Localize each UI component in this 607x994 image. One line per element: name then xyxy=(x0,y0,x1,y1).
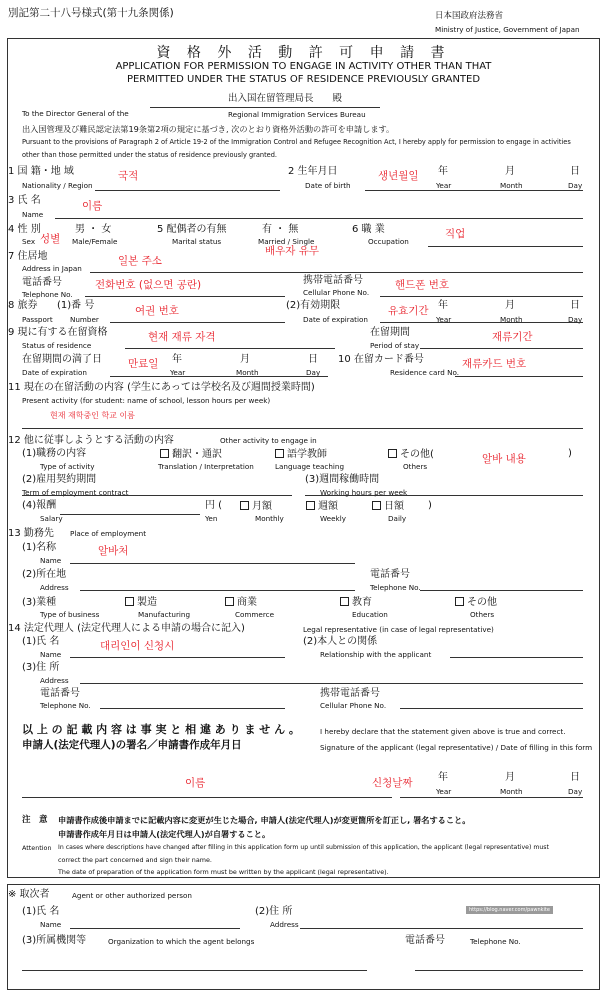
period-label-en: Period of stay xyxy=(370,341,420,350)
addressee-ja: 出入国在留管理局長 殿 xyxy=(228,93,343,104)
bureau-line xyxy=(150,107,380,108)
decl-month-label: 月 xyxy=(505,772,515,783)
status-label-en: Status of residence xyxy=(22,341,92,350)
birth-year-label: 年 xyxy=(438,166,448,177)
relationship-label: (2)本人との関係 xyxy=(303,636,378,647)
address-label-en: Address in Japan xyxy=(22,264,82,273)
expiration-label-en: Date of expiration xyxy=(22,368,87,377)
agent-title: ※ 取次者 xyxy=(8,889,50,900)
signature-input[interactable] xyxy=(22,797,392,798)
others-label-en: Others xyxy=(403,462,428,471)
addressee-en-right: Regional Immigration Services Bureau xyxy=(228,110,366,119)
employer-tel-input[interactable] xyxy=(420,590,583,591)
agent-address-label-en: Address xyxy=(270,920,299,929)
passport-number-label: (1)番 号 xyxy=(57,300,95,311)
translation-label-en: Translation / Interpretation xyxy=(158,462,254,471)
ministry-en: Ministry of Justice, Government of Japan xyxy=(435,25,580,34)
employer-tel-label: 電話番号 xyxy=(370,569,410,580)
monthly-checkbox[interactable]: 月額 xyxy=(240,501,272,512)
language-checkbox[interactable]: 語学教師 xyxy=(275,449,327,460)
legal-rep-tel-label-en: Telephone No. xyxy=(40,701,91,710)
card-input[interactable] xyxy=(455,376,583,377)
legal-rep-address-label-en: Address xyxy=(40,676,69,685)
working-hours-label-en: Working hours per week xyxy=(320,488,408,497)
addressee-en-left: To the Director General of the xyxy=(22,109,129,118)
education-label-en: Education xyxy=(352,610,388,619)
employer-address-label: (2)所在地 xyxy=(22,569,67,580)
employer-address-label-en: Address xyxy=(40,583,69,592)
exp-month-label: 月 xyxy=(240,354,250,365)
marital-label-en: Marital status xyxy=(172,237,222,246)
monthly-label-en: Monthly xyxy=(255,514,284,523)
occupation-note: 직업 xyxy=(445,228,466,240)
activity-input[interactable] xyxy=(22,428,583,429)
marital-options-en: Married / Single xyxy=(258,237,315,246)
birth-day-label: 日 xyxy=(570,166,580,177)
sex-label: 4 性 別 xyxy=(8,224,41,235)
employer-label: 13 勤務先 xyxy=(8,528,54,539)
language-label-en: Language teaching xyxy=(275,462,345,471)
period-label: 在留期間 xyxy=(370,327,410,338)
marital-label: 5 配偶者の有無 xyxy=(157,224,227,235)
exp-year-en: Year xyxy=(170,368,186,377)
passport-number-note: 여권 번호 xyxy=(135,305,179,317)
birthdate-note: 생년월일 xyxy=(378,170,419,182)
working-hours-label: (3)週間稼働時間 xyxy=(305,474,380,485)
declaration-en-1: I hereby declare that the statement given above is true and correct. xyxy=(320,727,566,736)
agent-address-input[interactable] xyxy=(300,928,583,929)
weekly-checkbox[interactable]: 週額 xyxy=(306,501,338,512)
agent-address-label: (2)住 所 xyxy=(255,906,293,917)
working-hours-input[interactable] xyxy=(305,495,583,496)
yen-label: 円 ( xyxy=(205,500,223,511)
telephone-label-en: Telephone No. xyxy=(22,290,73,299)
telephone-note: 전화번호 (없으면 공란) xyxy=(95,279,202,291)
cellphone-label: 携帯電話番号 xyxy=(303,275,363,286)
exp-day-en: Day xyxy=(306,368,321,377)
legal-rep-cell-label-en: Cellular Phone No. xyxy=(320,701,387,710)
contract-term-label: (2)雇用契約期間 xyxy=(22,474,97,485)
ministry-ja: 日本国政府法務省 xyxy=(435,11,504,21)
salary-label: (4)報酬 xyxy=(22,500,57,511)
legal-rep-cell-label: 携帯電話番号 xyxy=(320,688,380,699)
card-label: 10 在留カード番号 xyxy=(338,354,424,365)
weekly-label-en: Weekly xyxy=(320,514,346,523)
salary-close-paren: ) xyxy=(428,500,432,511)
commerce-checkbox[interactable]: 商業 xyxy=(225,597,257,608)
card-label-en: Residence card No. xyxy=(390,368,459,377)
agent-name-input[interactable] xyxy=(70,928,240,929)
legal-rep-name-label-en: Name xyxy=(40,650,62,659)
birth-day-en: Day xyxy=(568,181,583,190)
others-checkbox[interactable]: その他( xyxy=(388,449,434,460)
salary-input[interactable] xyxy=(60,514,200,515)
nationality-note: 국적 xyxy=(118,170,139,182)
intro-en-1: Pursuant to the provisions of Paragraph 2 of Article 19-2 of the Immigration Control and Refugee Recognition Act, I hereby apply for permission to engage in activities xyxy=(22,138,571,146)
nationality-input[interactable] xyxy=(95,190,280,191)
name-label-en: Name xyxy=(22,210,44,219)
employer-name-label-en: Name xyxy=(40,556,62,565)
status-label: 9 現に有する在留資格 xyxy=(8,327,108,338)
education-checkbox[interactable]: 教育 xyxy=(340,597,372,608)
business-type-label: (3)業種 xyxy=(22,597,57,608)
exp-year-label: 年 xyxy=(172,354,182,365)
cellphone-note: 핸드폰 번호 xyxy=(395,279,450,291)
agent-org-label-en: Organization to which the agent belongs xyxy=(108,937,255,946)
manufacturing-label-en: Manufacturing xyxy=(138,610,191,619)
nationality-label: 1 国 籍・地 域 xyxy=(8,166,74,177)
expiration-input[interactable] xyxy=(110,376,328,377)
legal-rep-name-input[interactable] xyxy=(70,657,285,658)
other-activity-label-en: Other activity to engage in xyxy=(220,436,317,445)
yen-label-en: Yen xyxy=(205,514,218,523)
address-label: 7 住居地 xyxy=(8,251,48,262)
agent-org-label: (3)所属機関等 xyxy=(22,935,87,946)
passport-label: 8 旅券 xyxy=(8,300,38,311)
activity-type-label-en: Type of activity xyxy=(40,462,95,471)
address-input[interactable] xyxy=(90,272,583,273)
employer-name-note: 알바처 xyxy=(98,545,129,557)
card-note: 재류카드 번호 xyxy=(462,358,527,370)
attention-label-en: Attention xyxy=(22,844,52,852)
activity-label-en: Present activity (for student: name of school, lesson hours per week) xyxy=(22,396,271,405)
sex-options-en: Male/Female xyxy=(72,237,118,246)
business-others-label-en: Others xyxy=(470,610,495,619)
birthdate-label: 2 生年月日 xyxy=(288,166,338,177)
relationship-input[interactable] xyxy=(450,657,583,658)
birthdate-label-en: Date of birth xyxy=(305,181,351,190)
occupation-label-en: Occupation xyxy=(368,237,409,246)
name-note: 이름 xyxy=(82,200,103,212)
form-number: 別記第二十八号様式(第十九条関係) xyxy=(8,7,174,19)
legal-rep-tel-label: 電話番号 xyxy=(40,688,80,699)
intro-en-2: other than those permitted under the status of residence previously granted. xyxy=(22,151,278,159)
legal-rep-name-note: 대리인이 신청시 xyxy=(100,640,175,652)
intro-ja: 出入国管理及び難民認定法第19条第2項の規定に基づき, 次のとおり資格外活動の許可を申請します。 xyxy=(22,124,395,134)
commerce-label-en: Commerce xyxy=(235,610,275,619)
others-close-paren: ) xyxy=(568,448,572,459)
legal-rep-tel-input[interactable] xyxy=(100,708,285,709)
pp-day-label: 日 xyxy=(570,300,580,311)
decl-month-en: Month xyxy=(500,787,523,796)
manufacturing-checkbox[interactable]: 製造 xyxy=(125,597,157,608)
declaration-ja-1: 以 上 の 記 載 内 容 は 事 実 と 相 違 あ り ま せ ん 。 xyxy=(22,723,300,736)
exp-month-en: Month xyxy=(236,368,259,377)
employer-name-label: (1)名称 xyxy=(22,542,57,553)
pp-month-label: 月 xyxy=(505,300,515,311)
decl-year-label: 年 xyxy=(438,772,448,783)
date-input[interactable] xyxy=(400,797,583,798)
agent-name-label: (1)氏 名 xyxy=(22,906,60,917)
passport-expiry-label: (2)有効期限 xyxy=(286,300,341,311)
legal-rep-label: 14 法定代理人 (法定代理人による申請の場合に記入) xyxy=(8,623,245,634)
agent-tel-label: 電話番号 xyxy=(405,935,445,946)
passport-expiry-input[interactable] xyxy=(380,322,583,323)
activity-note: 현재 재학중인 학교 이름 xyxy=(50,411,135,420)
cellphone-input[interactable] xyxy=(380,296,583,297)
activity-type-label: (1)職務の内容 xyxy=(22,448,87,459)
business-others-checkbox[interactable]: その他 xyxy=(455,597,497,608)
pp-year-en: Year xyxy=(436,315,452,324)
activity-type-note: 알바 내용 xyxy=(482,453,526,465)
form-title-en-2: PERMITTED UNDER THE STATUS OF RESIDENCE PREVIOUSLY GRANTED xyxy=(126,74,481,85)
address-note: 일본 주소 xyxy=(118,255,162,267)
name-input[interactable] xyxy=(55,218,583,219)
pp-day-en: Day xyxy=(568,315,583,324)
decl-year-en: Year xyxy=(436,787,452,796)
period-note: 재류기간 xyxy=(492,331,533,343)
agent-title-en: Agent or other authorized person xyxy=(72,891,192,900)
agent-org-input[interactable] xyxy=(22,970,367,971)
legal-rep-address-label: (3)住 所 xyxy=(22,662,60,673)
name-label: 3 氏 名 xyxy=(8,195,41,206)
agent-name-label-en: Name xyxy=(40,920,62,929)
agent-tel-label-en: Telephone No. xyxy=(470,937,521,946)
passport-number-label-en: Number xyxy=(70,315,99,324)
birth-month-label: 月 xyxy=(505,166,515,177)
contract-term-input[interactable] xyxy=(22,495,292,496)
sex-note: 성별 xyxy=(40,233,61,245)
declaration-ja-2: 申請人(法定代理人)の署名／申請書作成年月日 xyxy=(22,739,242,751)
legal-rep-name-label: (1)氏 名 xyxy=(22,636,60,647)
telephone-label: 電話番号 xyxy=(22,277,62,288)
salary-label-en: Salary xyxy=(40,514,63,523)
date-note: 신청날짜 xyxy=(372,777,413,789)
passport-label-en: Passport xyxy=(22,315,53,324)
birthdate-input[interactable] xyxy=(365,190,583,191)
status-note: 현재 재류 자격 xyxy=(148,331,216,343)
agent-tel-input[interactable] xyxy=(415,970,583,971)
pp-year-label: 年 xyxy=(438,300,448,311)
form-title-ja: 資 格 外 活 動 許 可 申 請 書 xyxy=(156,45,451,61)
attention-ja-1: 申請書作成後申請までに記載内容に変更が生じた場合, 申請人(法定代理人)が変更箇所を訂正し, 署名すること。 xyxy=(58,815,471,825)
legal-rep-label-en: Legal representative (in case of legal representative) xyxy=(303,625,494,634)
other-activity-label: 12 他に従事しようとする活動の内容 xyxy=(8,435,174,446)
employer-label-en: Place of employment xyxy=(70,529,147,538)
legal-rep-cell-input[interactable] xyxy=(400,708,583,709)
marital-options[interactable]: 有 ・ 無 xyxy=(262,224,299,235)
daily-checkbox[interactable]: 日額 xyxy=(372,501,404,512)
relationship-label-en: Relationship with the applicant xyxy=(320,650,432,659)
decl-day-en: Day xyxy=(568,787,583,796)
cellphone-label-en: Cellular Phone No. xyxy=(303,288,370,297)
business-type-label-en: Type of business xyxy=(40,610,100,619)
passport-expiry-label-en: Date of expiration xyxy=(303,315,368,324)
legal-rep-address-input[interactable] xyxy=(80,683,583,684)
telephone-input[interactable] xyxy=(85,296,285,297)
occupation-label: 6 職 業 xyxy=(352,224,385,235)
attention-en-1: In cases where descriptions have changed after filling in this application form up until submission of this application, the applicant (legal representative) must xyxy=(58,844,549,851)
employer-address-input[interactable] xyxy=(80,590,355,591)
daily-label-en: Daily xyxy=(388,514,407,523)
employer-tel-label-en: Telephone No. xyxy=(370,583,421,592)
declaration-en-2: Signature of the applicant (legal representative) / Date of filling in this form xyxy=(320,743,593,752)
sex-label-en: Sex xyxy=(22,237,36,246)
attention-ja-2: 申請書作成年月日は申請人(法定代理人)が自署すること。 xyxy=(58,829,271,839)
signature-note: 이름 xyxy=(185,777,206,789)
passport-number-input[interactable] xyxy=(110,322,285,323)
form-title-en-1: APPLICATION FOR PERMISSION TO ENGAGE IN ACTIVITY OTHER THAN THAT xyxy=(115,61,492,72)
pp-month-en: Month xyxy=(500,315,523,324)
employer-name-input[interactable] xyxy=(70,563,355,564)
birth-month-en: Month xyxy=(500,181,523,190)
passport-expiry-note: 유효기간 xyxy=(388,305,429,317)
nationality-label-en: Nationality / Region xyxy=(22,181,93,190)
sex-options[interactable]: 男 ・ 女 xyxy=(75,224,112,235)
attention-en-3: The date of preparation of the application form must be written by the applicant (legal representative). xyxy=(58,868,389,876)
attention-en-2: correct the part concerned and sign their name. xyxy=(58,856,212,864)
decl-day-label: 日 xyxy=(570,772,580,783)
expiration-label: 在留期間の満了日 xyxy=(22,354,102,365)
activity-label: 11 現在の在留活動の内容 (学生にあっては学校名及び週間授業時間) xyxy=(8,382,315,393)
birth-year-en: Year xyxy=(436,181,452,190)
occupation-input[interactable] xyxy=(428,246,583,247)
watermark-stamp: https://blog.naver.com/pawnkite xyxy=(466,906,553,914)
period-input[interactable] xyxy=(420,348,583,349)
expiration-note: 만료일 xyxy=(128,358,159,370)
marital-note: 배우자 유무 xyxy=(265,245,320,257)
contract-term-label-en: Term of employment contract xyxy=(22,488,129,497)
status-input[interactable] xyxy=(125,348,335,349)
attention-label-ja: 注 意 xyxy=(22,815,48,825)
exp-day-label: 日 xyxy=(308,354,318,365)
translation-checkbox[interactable]: 翻訳・通訳 xyxy=(160,449,222,460)
